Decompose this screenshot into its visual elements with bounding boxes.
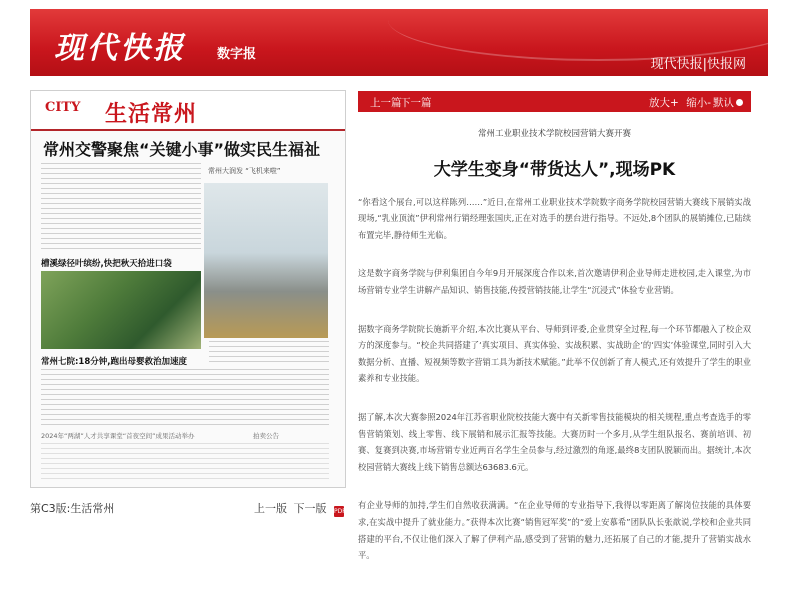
newspaper-page-image[interactable] <box>30 90 346 488</box>
article-title: 大学生变身“带货达人”,现场PK <box>433 159 676 180</box>
prev-article-link[interactable]: 上一篇 <box>370 97 402 109</box>
page-headline[interactable]: 常州交警聚焦“关键小事”做实民生福祉 <box>43 140 321 159</box>
default-size-button[interactable] <box>713 95 743 110</box>
site-header <box>30 9 768 76</box>
text-columns <box>41 163 201 253</box>
site-logo[interactable]: 现代快报 <box>54 31 186 66</box>
digital-edition-label: 数字报 <box>217 47 257 62</box>
article-kicker: 常州工业职业技术学院校园营销大赛开赛 <box>477 129 631 139</box>
next-article-link[interactable]: 下一篇 <box>400 97 432 109</box>
page-nav <box>251 500 344 517</box>
edition-label: 第C3版:生活常州 <box>30 502 115 515</box>
text-columns <box>209 341 329 366</box>
zoom-controls <box>645 95 711 110</box>
article-paragraph: 这是数字商务学院与伊利集团自今年9月开展深度合作以来,首次邀请伊利企业导师走进校园,走入课堂,为市场营销专业学生讲解产品知识、销售技能,传授营销技能,让学生“沉浸式”体验专业营销。 <box>358 268 751 295</box>
next-page-link[interactable]: 下一版 <box>293 502 327 515</box>
text-columns <box>41 443 329 479</box>
article-toolbar <box>358 91 751 112</box>
article-paragraph: 有企业导师的加持,学生们自然收获满满。“在企业导师的专业指导下,我得以零距离了解岗位技能的具体要求,在实战中提升了就业能力。”获得本次比赛“销售冠军奖”的“爱上安慕希”团队队长张歆说,学校和企业共同搭建的平台,不仅让他们深入了解了伊利产品,感受到了营销的魅力,还拓展了自己的才能,提升了营销实战水平。 <box>358 500 751 561</box>
airplane-photo[interactable] <box>204 167 328 338</box>
article-paragraph: “你看这个展台,可以这样陈列……”近日,在常州工业职业技术学院数字商务学院校园营销大赛线下展销实战现场,“乳业顶流”伊利常州行销经理张国庆,正在对选手的摆台进行指导。不远处,8个团队的展销摊位,已陆续布置完毕,静待师生光临。 <box>358 196 751 240</box>
article-paragraph: 据了解,本次大赛参照2024年江苏省职业院校技能大赛中有关新零售技能模块的相关规程,重点考查选手的零售营销策划、线上零售、线下展销和展示汇报等技能。大赛历时一个多月,从学生组队报名、赛前培训、初赛、复赛到决赛,市场营销专业近两百名学生全员参与,经过激烈的角逐,最终8支团队脱颖而出。据统计,本次校园营销大赛线上线下销售总额达63683.6元。 <box>358 411 751 472</box>
page-masthead <box>31 91 345 131</box>
photo-caption: 常州大润发 “飞机来啦” <box>208 167 281 175</box>
park-photo[interactable] <box>41 271 201 349</box>
auction-notice[interactable]: 拍卖公告 <box>253 432 279 440</box>
masthead-city: CITY <box>45 100 81 115</box>
article-paragraph: 据数字商务学院院长施新平介绍,本次比赛从平台、导师到评委,企业贯穿全过程,每一个环节都融入了校企双方的深度参与。“校企共同搭建了‘真实项目、真实体验、实战积累、实战助企’的‘四实’体验课堂,同时引入大数据分析、直播、短视频等数字营销工具为新技术赋能。”此举不仅创新了育人模式,还有效提升了学生的职业素养和专业技能。 <box>358 323 751 384</box>
masthead-page-name: 生活常州 <box>105 101 198 127</box>
subheadline[interactable]: 槽溪绿径叶缤纷,快把秋天拾进口袋 <box>41 259 172 269</box>
article-content <box>358 126 751 586</box>
zoom-in-button[interactable]: 放大+ <box>649 97 679 109</box>
text-columns <box>41 369 329 429</box>
subheadline[interactable]: 常州七院:18分钟,跑出母婴救治加速度 <box>41 357 187 367</box>
circle-icon <box>736 99 743 106</box>
site-home-link[interactable]: 现代快报|快报网 <box>650 57 746 72</box>
banner-text[interactable]: 2024年“两湖”人才共享课堂“首夜空间”成果活动举办 <box>41 432 195 440</box>
default-size-label: 默认 <box>713 97 734 109</box>
zoom-out-button[interactable]: 缩小- <box>686 97 711 109</box>
prev-page-link[interactable]: 上一版 <box>254 502 287 515</box>
pdf-icon[interactable]: PDF <box>334 508 346 515</box>
